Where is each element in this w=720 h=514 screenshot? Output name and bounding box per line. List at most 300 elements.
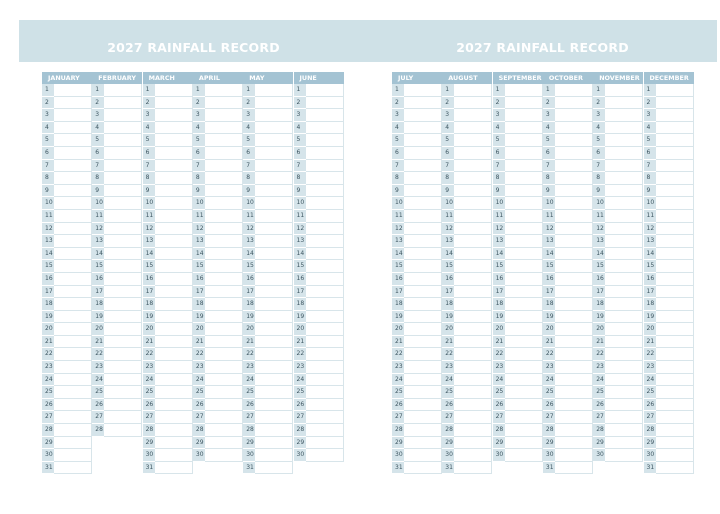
rainfall-entry-cell[interactable] [605, 399, 643, 412]
rainfall-entry-cell[interactable] [104, 210, 142, 223]
rainfall-entry-cell[interactable] [505, 185, 543, 198]
rainfall-entry-cell[interactable] [505, 323, 543, 336]
rainfall-entry-cell[interactable] [605, 260, 643, 273]
rainfall-entry-cell[interactable] [155, 210, 193, 223]
rainfall-entry-cell[interactable] [656, 84, 694, 97]
rainfall-entry-cell[interactable] [605, 374, 643, 387]
rainfall-entry-cell[interactable] [605, 298, 643, 311]
rainfall-entry-cell[interactable] [555, 386, 593, 399]
rainfall-entry-cell[interactable] [454, 235, 492, 248]
rainfall-entry-cell[interactable] [505, 134, 543, 147]
rainfall-entry-cell[interactable] [255, 424, 293, 437]
rainfall-entry-cell[interactable] [54, 97, 92, 110]
rainfall-entry-cell[interactable] [306, 260, 344, 273]
rainfall-entry-cell[interactable] [454, 210, 492, 223]
rainfall-entry-cell[interactable] [404, 462, 442, 475]
rainfall-entry-cell[interactable] [555, 449, 593, 462]
rainfall-entry-cell[interactable] [656, 311, 694, 324]
rainfall-entry-cell[interactable] [104, 134, 142, 147]
rainfall-entry-cell[interactable] [404, 197, 442, 210]
rainfall-entry-cell[interactable] [205, 386, 243, 399]
rainfall-entry-cell[interactable] [605, 185, 643, 198]
rainfall-entry-cell[interactable] [555, 399, 593, 412]
rainfall-entry-cell[interactable] [404, 223, 442, 236]
rainfall-entry-cell[interactable] [54, 197, 92, 210]
rainfall-entry-cell[interactable] [104, 374, 142, 387]
rainfall-entry-cell[interactable] [505, 210, 543, 223]
rainfall-entry-cell[interactable] [255, 323, 293, 336]
rainfall-entry-cell[interactable] [255, 160, 293, 173]
rainfall-entry-cell[interactable] [454, 386, 492, 399]
rainfall-entry-cell[interactable] [306, 84, 344, 97]
rainfall-entry-cell[interactable] [605, 273, 643, 286]
rainfall-entry-cell[interactable] [505, 109, 543, 122]
rainfall-entry-cell[interactable] [605, 97, 643, 110]
rainfall-entry-cell[interactable] [605, 160, 643, 173]
rainfall-entry-cell[interactable] [155, 386, 193, 399]
rainfall-entry-cell[interactable] [104, 160, 142, 173]
rainfall-entry-cell[interactable] [306, 273, 344, 286]
rainfall-entry-cell[interactable] [454, 286, 492, 299]
rainfall-entry-cell[interactable] [54, 172, 92, 185]
rainfall-entry-cell[interactable] [155, 160, 193, 173]
rainfall-entry-cell[interactable] [555, 147, 593, 160]
rainfall-entry-cell[interactable] [205, 185, 243, 198]
rainfall-entry-cell[interactable] [404, 147, 442, 160]
rainfall-entry-cell[interactable] [454, 462, 492, 475]
rainfall-entry-cell[interactable] [404, 97, 442, 110]
rainfall-entry-cell[interactable] [505, 147, 543, 160]
rainfall-entry-cell[interactable] [505, 361, 543, 374]
rainfall-entry-cell[interactable] [605, 411, 643, 424]
rainfall-entry-cell[interactable] [505, 399, 543, 412]
rainfall-entry-cell[interactable] [404, 210, 442, 223]
rainfall-entry-cell[interactable] [255, 411, 293, 424]
rainfall-entry-cell[interactable] [306, 160, 344, 173]
rainfall-entry-cell[interactable] [454, 248, 492, 261]
rainfall-entry-cell[interactable] [306, 134, 344, 147]
rainfall-entry-cell[interactable] [205, 210, 243, 223]
rainfall-entry-cell[interactable] [605, 323, 643, 336]
rainfall-entry-cell[interactable] [104, 235, 142, 248]
rainfall-entry-cell[interactable] [555, 462, 593, 475]
rainfall-entry-cell[interactable] [454, 336, 492, 349]
rainfall-entry-cell[interactable] [306, 210, 344, 223]
rainfall-entry-cell[interactable] [155, 147, 193, 160]
rainfall-entry-cell[interactable] [505, 374, 543, 387]
rainfall-entry-cell[interactable] [454, 185, 492, 198]
rainfall-entry-cell[interactable] [505, 424, 543, 437]
rainfall-entry-cell[interactable] [255, 386, 293, 399]
rainfall-entry-cell[interactable] [104, 97, 142, 110]
rainfall-entry-cell[interactable] [205, 361, 243, 374]
rainfall-entry-cell[interactable] [54, 122, 92, 135]
rainfall-entry-cell[interactable] [454, 147, 492, 160]
rainfall-entry-cell[interactable] [54, 109, 92, 122]
rainfall-entry-cell[interactable] [255, 462, 293, 475]
rainfall-entry-cell[interactable] [656, 374, 694, 387]
rainfall-entry-cell[interactable] [404, 424, 442, 437]
rainfall-entry-cell[interactable] [555, 336, 593, 349]
rainfall-entry-cell[interactable] [54, 235, 92, 248]
rainfall-entry-cell[interactable] [555, 235, 593, 248]
rainfall-entry-cell[interactable] [306, 109, 344, 122]
rainfall-entry-cell[interactable] [104, 109, 142, 122]
rainfall-entry-cell[interactable] [306, 172, 344, 185]
rainfall-entry-cell[interactable] [205, 348, 243, 361]
rainfall-entry-cell[interactable] [255, 449, 293, 462]
rainfall-entry-cell[interactable] [454, 223, 492, 236]
rainfall-entry-cell[interactable] [255, 374, 293, 387]
rainfall-entry-cell[interactable] [454, 260, 492, 273]
rainfall-entry-cell[interactable] [505, 286, 543, 299]
rainfall-entry-cell[interactable] [656, 348, 694, 361]
rainfall-entry-cell[interactable] [104, 147, 142, 160]
rainfall-entry-cell[interactable] [255, 298, 293, 311]
rainfall-entry-cell[interactable] [505, 223, 543, 236]
rainfall-entry-cell[interactable] [104, 323, 142, 336]
rainfall-entry-cell[interactable] [255, 336, 293, 349]
rainfall-entry-cell[interactable] [656, 185, 694, 198]
rainfall-entry-cell[interactable] [54, 260, 92, 273]
rainfall-entry-cell[interactable] [555, 298, 593, 311]
rainfall-entry-cell[interactable] [205, 374, 243, 387]
rainfall-entry-cell[interactable] [104, 286, 142, 299]
rainfall-entry-cell[interactable] [54, 449, 92, 462]
rainfall-entry-cell[interactable] [155, 462, 193, 475]
rainfall-entry-cell[interactable] [656, 109, 694, 122]
rainfall-entry-cell[interactable] [404, 411, 442, 424]
rainfall-entry-cell[interactable] [505, 437, 543, 450]
rainfall-entry-cell[interactable] [454, 134, 492, 147]
rainfall-entry-cell[interactable] [555, 286, 593, 299]
rainfall-entry-cell[interactable] [104, 399, 142, 412]
rainfall-entry-cell[interactable] [255, 197, 293, 210]
rainfall-entry-cell[interactable] [555, 273, 593, 286]
rainfall-entry-cell[interactable] [404, 160, 442, 173]
rainfall-entry-cell[interactable] [255, 223, 293, 236]
rainfall-entry-cell[interactable] [404, 134, 442, 147]
rainfall-entry-cell[interactable] [306, 336, 344, 349]
rainfall-entry-cell[interactable] [306, 374, 344, 387]
rainfall-entry-cell[interactable] [54, 248, 92, 261]
rainfall-entry-cell[interactable] [306, 361, 344, 374]
rainfall-entry-cell[interactable] [505, 298, 543, 311]
rainfall-entry-cell[interactable] [155, 223, 193, 236]
rainfall-entry-cell[interactable] [454, 273, 492, 286]
rainfall-entry-cell[interactable] [306, 437, 344, 450]
rainfall-entry-cell[interactable] [255, 348, 293, 361]
rainfall-entry-cell[interactable] [155, 361, 193, 374]
rainfall-entry-cell[interactable] [555, 210, 593, 223]
rainfall-entry-cell[interactable] [454, 84, 492, 97]
rainfall-entry-cell[interactable] [505, 449, 543, 462]
rainfall-entry-cell[interactable] [656, 134, 694, 147]
rainfall-entry-cell[interactable] [605, 424, 643, 437]
rainfall-entry-cell[interactable] [454, 109, 492, 122]
rainfall-entry-cell[interactable] [205, 172, 243, 185]
rainfall-entry-cell[interactable] [656, 336, 694, 349]
rainfall-entry-cell[interactable] [306, 449, 344, 462]
rainfall-entry-cell[interactable] [255, 260, 293, 273]
rainfall-entry-cell[interactable] [605, 235, 643, 248]
rainfall-entry-cell[interactable] [54, 223, 92, 236]
rainfall-entry-cell[interactable] [205, 437, 243, 450]
rainfall-entry-cell[interactable] [205, 109, 243, 122]
rainfall-entry-cell[interactable] [404, 109, 442, 122]
rainfall-entry-cell[interactable] [605, 210, 643, 223]
rainfall-entry-cell[interactable] [306, 348, 344, 361]
rainfall-entry-cell[interactable] [656, 462, 694, 475]
rainfall-entry-cell[interactable] [306, 223, 344, 236]
rainfall-entry-cell[interactable] [404, 311, 442, 324]
rainfall-entry-cell[interactable] [454, 197, 492, 210]
rainfall-entry-cell[interactable] [104, 197, 142, 210]
rainfall-entry-cell[interactable] [104, 273, 142, 286]
rainfall-entry-cell[interactable] [155, 437, 193, 450]
rainfall-entry-cell[interactable] [155, 122, 193, 135]
rainfall-entry-cell[interactable] [555, 311, 593, 324]
rainfall-entry-cell[interactable] [454, 323, 492, 336]
rainfall-entry-cell[interactable] [54, 361, 92, 374]
rainfall-entry-cell[interactable] [404, 122, 442, 135]
rainfall-entry-cell[interactable] [505, 122, 543, 135]
rainfall-entry-cell[interactable] [605, 449, 643, 462]
rainfall-entry-cell[interactable] [656, 323, 694, 336]
rainfall-entry-cell[interactable] [454, 160, 492, 173]
rainfall-entry-cell[interactable] [605, 437, 643, 450]
rainfall-entry-cell[interactable] [306, 386, 344, 399]
rainfall-entry-cell[interactable] [454, 374, 492, 387]
rainfall-entry-cell[interactable] [104, 411, 142, 424]
rainfall-entry-cell[interactable] [255, 122, 293, 135]
rainfall-entry-cell[interactable] [656, 411, 694, 424]
rainfall-entry-cell[interactable] [656, 235, 694, 248]
rainfall-entry-cell[interactable] [104, 386, 142, 399]
rainfall-entry-cell[interactable] [656, 147, 694, 160]
rainfall-entry-cell[interactable] [54, 311, 92, 324]
rainfall-entry-cell[interactable] [505, 235, 543, 248]
rainfall-entry-cell[interactable] [205, 223, 243, 236]
rainfall-entry-cell[interactable] [205, 84, 243, 97]
rainfall-entry-cell[interactable] [505, 311, 543, 324]
rainfall-entry-cell[interactable] [404, 248, 442, 261]
rainfall-entry-cell[interactable] [454, 449, 492, 462]
rainfall-entry-cell[interactable] [505, 260, 543, 273]
rainfall-entry-cell[interactable] [555, 411, 593, 424]
rainfall-entry-cell[interactable] [54, 160, 92, 173]
rainfall-entry-cell[interactable] [605, 348, 643, 361]
rainfall-entry-cell[interactable] [155, 134, 193, 147]
rainfall-entry-cell[interactable] [255, 273, 293, 286]
rainfall-entry-cell[interactable] [255, 311, 293, 324]
rainfall-entry-cell[interactable] [656, 160, 694, 173]
rainfall-entry-cell[interactable] [605, 386, 643, 399]
rainfall-entry-cell[interactable] [205, 411, 243, 424]
rainfall-entry-cell[interactable] [555, 134, 593, 147]
rainfall-entry-cell[interactable] [155, 185, 193, 198]
rainfall-entry-cell[interactable] [54, 147, 92, 160]
rainfall-entry-cell[interactable] [404, 260, 442, 273]
rainfall-entry-cell[interactable] [306, 147, 344, 160]
rainfall-entry-cell[interactable] [155, 411, 193, 424]
rainfall-entry-cell[interactable] [205, 160, 243, 173]
rainfall-entry-cell[interactable] [306, 97, 344, 110]
rainfall-entry-cell[interactable] [605, 223, 643, 236]
rainfall-entry-cell[interactable] [255, 97, 293, 110]
rainfall-entry-cell[interactable] [555, 374, 593, 387]
rainfall-entry-cell[interactable] [54, 210, 92, 223]
rainfall-entry-cell[interactable] [104, 122, 142, 135]
rainfall-entry-cell[interactable] [404, 449, 442, 462]
rainfall-entry-cell[interactable] [656, 449, 694, 462]
rainfall-entry-cell[interactable] [155, 424, 193, 437]
rainfall-entry-cell[interactable] [656, 437, 694, 450]
rainfall-entry-cell[interactable] [255, 286, 293, 299]
rainfall-entry-cell[interactable] [656, 361, 694, 374]
rainfall-entry-cell[interactable] [454, 437, 492, 450]
rainfall-entry-cell[interactable] [54, 298, 92, 311]
rainfall-entry-cell[interactable] [605, 286, 643, 299]
rainfall-entry-cell[interactable] [205, 336, 243, 349]
rainfall-entry-cell[interactable] [404, 323, 442, 336]
rainfall-entry-cell[interactable] [104, 348, 142, 361]
rainfall-entry-cell[interactable] [505, 248, 543, 261]
rainfall-entry-cell[interactable] [306, 122, 344, 135]
rainfall-entry-cell[interactable] [454, 348, 492, 361]
rainfall-entry-cell[interactable] [404, 374, 442, 387]
rainfall-entry-cell[interactable] [555, 84, 593, 97]
rainfall-entry-cell[interactable] [306, 286, 344, 299]
rainfall-entry-cell[interactable] [104, 361, 142, 374]
rainfall-entry-cell[interactable] [54, 134, 92, 147]
rainfall-entry-cell[interactable] [454, 399, 492, 412]
rainfall-entry-cell[interactable] [205, 286, 243, 299]
rainfall-entry-cell[interactable] [155, 109, 193, 122]
rainfall-entry-cell[interactable] [255, 134, 293, 147]
rainfall-entry-cell[interactable] [155, 311, 193, 324]
rainfall-entry-cell[interactable] [555, 323, 593, 336]
rainfall-entry-cell[interactable] [505, 336, 543, 349]
rainfall-entry-cell[interactable] [54, 411, 92, 424]
rainfall-entry-cell[interactable] [555, 197, 593, 210]
rainfall-entry-cell[interactable] [656, 248, 694, 261]
rainfall-entry-cell[interactable] [605, 197, 643, 210]
rainfall-entry-cell[interactable] [104, 172, 142, 185]
rainfall-entry-cell[interactable] [605, 361, 643, 374]
rainfall-entry-cell[interactable] [306, 248, 344, 261]
rainfall-entry-cell[interactable] [205, 122, 243, 135]
rainfall-entry-cell[interactable] [454, 122, 492, 135]
rainfall-entry-cell[interactable] [555, 172, 593, 185]
rainfall-entry-cell[interactable] [255, 185, 293, 198]
rainfall-entry-cell[interactable] [505, 273, 543, 286]
rainfall-entry-cell[interactable] [306, 411, 344, 424]
rainfall-entry-cell[interactable] [555, 160, 593, 173]
rainfall-entry-cell[interactable] [306, 424, 344, 437]
rainfall-entry-cell[interactable] [605, 134, 643, 147]
rainfall-entry-cell[interactable] [605, 122, 643, 135]
rainfall-entry-cell[interactable] [54, 336, 92, 349]
rainfall-entry-cell[interactable] [205, 248, 243, 261]
rainfall-entry-cell[interactable] [205, 298, 243, 311]
rainfall-entry-cell[interactable] [656, 197, 694, 210]
rainfall-entry-cell[interactable] [454, 424, 492, 437]
rainfall-entry-cell[interactable] [306, 399, 344, 412]
rainfall-entry-cell[interactable] [255, 399, 293, 412]
rainfall-entry-cell[interactable] [155, 336, 193, 349]
rainfall-entry-cell[interactable] [454, 298, 492, 311]
rainfall-entry-cell[interactable] [404, 298, 442, 311]
rainfall-entry-cell[interactable] [255, 361, 293, 374]
rainfall-entry-cell[interactable] [404, 399, 442, 412]
rainfall-entry-cell[interactable] [155, 172, 193, 185]
rainfall-entry-cell[interactable] [54, 348, 92, 361]
rainfall-entry-cell[interactable] [104, 84, 142, 97]
rainfall-entry-cell[interactable] [404, 286, 442, 299]
rainfall-entry-cell[interactable] [155, 449, 193, 462]
rainfall-entry-cell[interactable] [54, 84, 92, 97]
rainfall-entry-cell[interactable] [306, 311, 344, 324]
rainfall-entry-cell[interactable] [205, 260, 243, 273]
rainfall-entry-cell[interactable] [104, 185, 142, 198]
rainfall-entry-cell[interactable] [255, 84, 293, 97]
rainfall-entry-cell[interactable] [505, 386, 543, 399]
rainfall-entry-cell[interactable] [104, 336, 142, 349]
rainfall-entry-cell[interactable] [656, 273, 694, 286]
rainfall-entry-cell[interactable] [656, 223, 694, 236]
rainfall-entry-cell[interactable] [656, 286, 694, 299]
rainfall-entry-cell[interactable] [656, 386, 694, 399]
rainfall-entry-cell[interactable] [155, 273, 193, 286]
rainfall-entry-cell[interactable] [306, 298, 344, 311]
rainfall-entry-cell[interactable] [104, 260, 142, 273]
rainfall-entry-cell[interactable] [505, 172, 543, 185]
rainfall-entry-cell[interactable] [205, 147, 243, 160]
rainfall-entry-cell[interactable] [404, 437, 442, 450]
rainfall-entry-cell[interactable] [255, 172, 293, 185]
rainfall-entry-cell[interactable] [555, 248, 593, 261]
rainfall-entry-cell[interactable] [205, 235, 243, 248]
rainfall-entry-cell[interactable] [404, 361, 442, 374]
rainfall-entry-cell[interactable] [155, 374, 193, 387]
rainfall-entry-cell[interactable] [605, 336, 643, 349]
rainfall-entry-cell[interactable] [54, 462, 92, 475]
rainfall-entry-cell[interactable] [605, 311, 643, 324]
rainfall-entry-cell[interactable] [505, 84, 543, 97]
rainfall-entry-cell[interactable] [505, 97, 543, 110]
rainfall-entry-cell[interactable] [155, 348, 193, 361]
rainfall-entry-cell[interactable] [454, 411, 492, 424]
rainfall-entry-cell[interactable] [656, 122, 694, 135]
rainfall-entry-cell[interactable] [404, 348, 442, 361]
rainfall-entry-cell[interactable] [555, 361, 593, 374]
rainfall-entry-cell[interactable] [306, 197, 344, 210]
rainfall-entry-cell[interactable] [656, 424, 694, 437]
rainfall-entry-cell[interactable] [656, 97, 694, 110]
rainfall-entry-cell[interactable] [555, 185, 593, 198]
rainfall-entry-cell[interactable] [656, 172, 694, 185]
rainfall-entry-cell[interactable] [555, 109, 593, 122]
rainfall-entry-cell[interactable] [205, 311, 243, 324]
rainfall-entry-cell[interactable] [306, 323, 344, 336]
rainfall-entry-cell[interactable] [205, 273, 243, 286]
rainfall-entry-cell[interactable] [104, 223, 142, 236]
rainfall-entry-cell[interactable] [404, 336, 442, 349]
rainfall-entry-cell[interactable] [656, 210, 694, 223]
rainfall-entry-cell[interactable] [605, 172, 643, 185]
rainfall-entry-cell[interactable] [255, 248, 293, 261]
